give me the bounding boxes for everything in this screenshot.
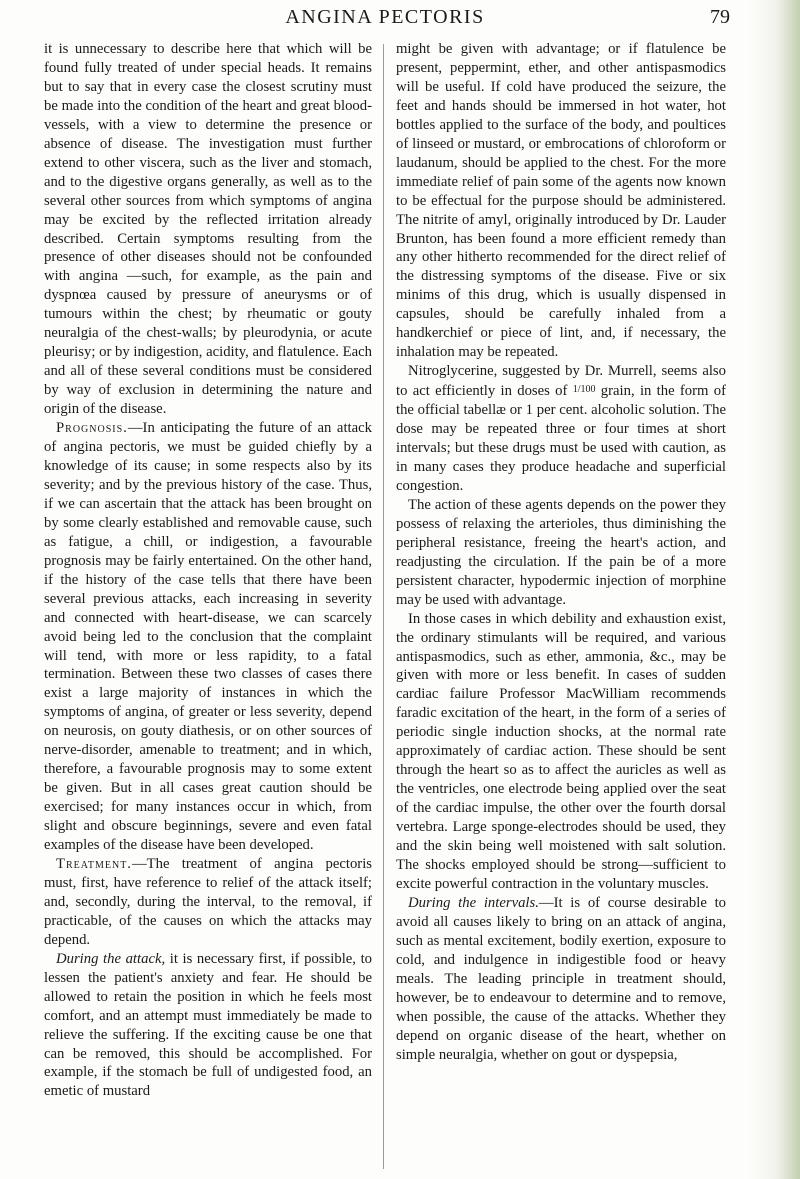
treatment-text: —The treatment of angina pectoris must, first, have reference to relief of the attack itself; and, secondly, during the interval, to the removal, if practicable, of the causes on which the attacks may depend. [44, 855, 372, 948]
treatment-heading: Treatment. [56, 855, 132, 872]
during-attack-text: it is necessary first, if possible, to lessen the patient's anxiety and fear. He should be allowed to retain the position in which he feels most comfort, and an attempt must immediately be made to relieve the suffering. If the exciting cause be one that can be removed, this should be accomplished. For example, if the stomach be full of undigested food, an emetic of mustard [44, 950, 372, 1100]
nitroglycerine-text-end: grain, in the form of the official tabellæ or 1 per cent. alcoholic solution. The dose may be repeated three or four times at short intervals; but these drugs must be used with caution, as in many cases they produce headache and superficial congestion. [396, 383, 726, 494]
right-column [396, 40, 726, 1064]
running-title: ANGINA PECTORIS [285, 6, 485, 28]
during-attack-heading: During the attack, [56, 950, 166, 967]
paragraph-diagnosis-continued: it is unnecessary to describe here that which will be found fully treated of under special heads. It remains but to say that in every case the closest scrutiny must be made into the condition of the heart and great blood-vessels, with a view to determine the presence or absence of disease. The investigation must further extend to other viscera, such as the liver and stomach, and to the digestive organs generally, as well as to the several other sources from which symptoms of angina may be excited by the reflected irritation already described. Certain symptoms resulting from the presence of other diseases should not be confounded with angina —such, for example, as the pain and dyspnœa caused by pressure of aneurysms or of tumours within the chest; by rheumatic or gouty neuralgia of the chest-walls; by pleurodynia, or acute pleurisy; or by indigestion, acidity, and flatulence. Each and all of these several conditions must be considered by way of exclusion in determining the nature and origin of the disease. [44, 41, 372, 418]
during-intervals-heading: During the intervals. [408, 894, 539, 911]
dose-fraction: 1/100 [572, 384, 596, 396]
during-intervals-text: —It is of course desirable to avoid all causes likely to bring on an attack of angina, such as mental excitement, bodily exertion, exposure to cold, and indulgence in indigestible food or heavy meals. The leading principle in treatment should, however, be to endeavour to determine and to remove, when possible, the cause of the attacks. Whether they depend on organic disease of the heart, whether on simple neuralgia, whether on gout or dyspepsia, [396, 894, 726, 1063]
prognosis-text: —In anticipating the future of an attack of angina pectoris, we must be guided chiefly by a knowledge of its cause; in some respects also by its severity; and by the previous history of the case. Thus, if we can ascertain that the attack has been brought on by some clearly established and removable cause, such as fatigue, a chill, or indigestion, a favourable prognosis may be fairly entertained. On the other hand, if the history of the case tells that there have been several previous attacks, each increasing in severity and connected with heart-disease, we can scarcely avoid being led to the conclusion that the complaint will tend, with more or less rapidity, to a fatal termination. Between these two classes of cases there exist a large majority of instances in which the symptoms of angina, of greater or less severity, depend on neurosis, on gouty diathesis, or on other sources of nerve-disorder, amenable to treatment; and in which, therefore, a favourable prognosis may to some extent be given. But in all cases great caution should be exercised; for many instances occur in which, from slight and obscure beginnings, severe and even fatal examples of the disease have been developed. [44, 420, 372, 854]
left-column [44, 40, 372, 1101]
paragraph-during-intervals [396, 894, 726, 1065]
page-edge-shadow [748, 0, 800, 1179]
running-head [40, 4, 730, 34]
column-divider [383, 44, 384, 1169]
paragraph-attack-remedies: might be given with advantage; or if flatulence be present, peppermint, ether, and other antispasmodics will be useful. If cold have produced the seizure, the feet and hands should be immersed in hot water, hot bottles applied to the surface of the body, and poultices of linseed or mustard, or embrocations of chloroform or laudanum, should be applied to the chest. For the more immediate relief of pain some of the agents now known to be effectual for the purpose should be administered. The nitrite of amyl, originally introduced by Dr. Lauder Brunton, has been found a more efficient remedy than any other hitherto recommended for the direct relief of the distressing symptoms of the disease. Five or six minims of this drug, which is usually dispensed in capsules, should be carefully inhaled from a handkerchief or piece of lint, and, if necessary, the inhalation may be repeated. [396, 41, 726, 361]
nitroglycerine-text-start: Nitroglycerine, suggested by Dr. Murrell, seems also to act efficiently in doses of [396, 363, 726, 400]
paragraph-exhaustion: In those cases in which debility and exhaustion exist, the ordinary stimulants will be required, and various antispasmodics, such as ether, ammonia, &c., may be given with more or less benefit. In cases of sudden cardiac failure Professor MacWilliam recommends faradic excitation of the heart, in the form of a series of periodic single induction shocks, at the normal rate approximately of cardiac action. These should be sent through the heart so as to affect the auricles as well as the ventricles, one electrode being applied over the seat of the cardiac impulse, the other over the fourth dorsal vertebra. Large sponge-electrodes should be used, they and the skin being well moistened with salt solution. The shocks employed should be strong—sufficient to excite powerful contraction in the voluntary muscles. [396, 610, 726, 892]
paragraph-nitroglycerine [396, 362, 726, 496]
paragraph-treatment [44, 855, 372, 950]
prognosis-heading: Prognosis. [56, 420, 128, 437]
page-number: 79 [710, 6, 730, 28]
paragraph-during-attack [44, 950, 372, 1102]
paragraph-prognosis [44, 419, 372, 855]
paragraph-action-of-agents: The action of these agents depends on the power they possess of relaxing the arterioles, thus diminishing the peripheral resistance, freeing the heart's action, and readjusting the circulation. If the pain be of a more persistent character, hypodermic injection of morphine may be used with advantage. [396, 496, 726, 608]
